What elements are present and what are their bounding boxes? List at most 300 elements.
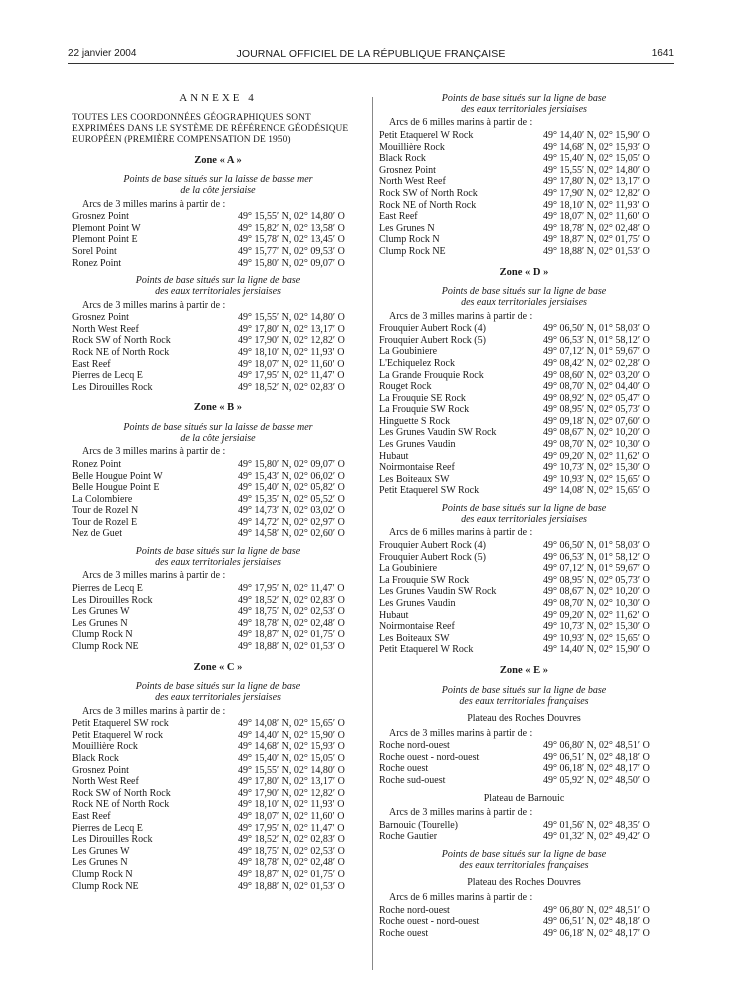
point-name: Mouillière Rock xyxy=(379,141,445,153)
coordinate-row xyxy=(72,799,364,811)
point-name: Rock SW of North Rock xyxy=(72,335,171,347)
coordinates: 49° 15,78′ N, 02° 13,45′ O xyxy=(238,234,345,246)
coordinates: 49° 08,42′ N, 02° 02,28′ O xyxy=(543,357,650,369)
point-name: Rock SW of North Rock xyxy=(379,187,478,199)
section-subtitle: Points de base situés sur la ligne de base des eaux territoriales jersiaises xyxy=(135,546,301,569)
page-header xyxy=(68,48,674,64)
zone-heading: Zone « E » xyxy=(499,664,549,676)
coordinate-row xyxy=(72,494,364,506)
point-name: Rock NE of North Rock xyxy=(72,799,170,811)
coordinate-row xyxy=(72,211,364,223)
point-name: Les Grunes N xyxy=(72,617,128,629)
point-name: Roche nord-ouest xyxy=(379,740,450,752)
coordinate-row xyxy=(72,811,364,823)
zone-heading: Zone « C » xyxy=(193,661,243,673)
coordinate-row xyxy=(72,776,364,788)
coordinate-row xyxy=(72,618,364,630)
point-name: Petit Etaquerel SW Rock xyxy=(379,485,480,497)
plateau-name: Plateau des Roches Douvres xyxy=(467,877,581,889)
coordinate-row xyxy=(72,753,364,765)
coordinates: 49° 15,82′ N, 02° 13,58′ O xyxy=(238,222,345,234)
coordinates: 49° 14,72′ N, 02° 02,97′ O xyxy=(238,516,345,528)
point-name: Les Boiteaux SW xyxy=(379,473,450,485)
coordinate-row xyxy=(379,381,669,393)
coordinate-row xyxy=(379,474,669,486)
coordinate-row xyxy=(379,610,669,622)
point-name: Clump Rock N xyxy=(72,868,133,880)
coordinate-row xyxy=(72,258,364,270)
point-name: Frouquier Aubert Rock (4) xyxy=(379,540,486,552)
point-name: Frouquier Aubert Rock (4) xyxy=(379,323,486,335)
coordinate-row xyxy=(379,246,669,258)
coordinates: 49° 08,70′ N, 02° 04,40′ O xyxy=(543,381,650,393)
point-name: Roche ouest xyxy=(379,927,429,939)
point-name: Hubaut xyxy=(379,450,409,462)
coordinate-row xyxy=(379,223,669,235)
coordinates: 49° 05,92′ N, 02° 48,50′ O xyxy=(543,774,650,786)
coordinates: 49° 18,52′ N, 02° 02,83′ O xyxy=(238,834,345,846)
coordinates: 49° 14,08′ N, 02° 15,65′ O xyxy=(543,485,650,497)
coordinates: 49° 14,68′ N, 02° 15,93′ O xyxy=(238,741,345,753)
coordinates: 49° 07,12′ N, 01° 59,67′ O xyxy=(543,346,650,358)
point-name: Pierres de Lecq E xyxy=(72,822,143,834)
coordinate-row xyxy=(379,916,669,928)
coordinate-row xyxy=(72,765,364,777)
coordinates: 49° 08,95′ N, 02° 05,73′ O xyxy=(543,404,650,416)
section-subtitle: Points de base situés sur la ligne de base des eaux territoriales jersiaises xyxy=(441,503,607,526)
arcs-label: Arcs de 3 milles marins à partir de : xyxy=(389,807,533,819)
arcs-label: Arcs de 6 milles marins à partir de : xyxy=(389,527,533,539)
coordinates: 49° 08,70′ N, 02° 10,30′ O xyxy=(543,598,650,609)
coordinate-row xyxy=(72,234,364,246)
coordinates: 49° 14,40′ N, 02° 15,90′ O xyxy=(543,130,650,141)
coordinate-row xyxy=(72,823,364,835)
point-name: Belle Hougue Point W xyxy=(72,470,163,482)
coordinate-row xyxy=(379,831,669,843)
point-name: Tour de Rozel E xyxy=(72,516,138,528)
coordinates: 49° 14,73′ N, 02° 03,02′ O xyxy=(238,505,345,517)
coordinates: 49° 10,93′ N, 02° 15,65′ O xyxy=(543,473,650,485)
point-name: Grosnez Point xyxy=(72,211,129,223)
baseline-section xyxy=(72,275,364,393)
point-name: Rock NE of North Rock xyxy=(72,346,170,358)
coordinate-row xyxy=(379,404,669,416)
coordinate-row xyxy=(72,312,364,324)
coordinate-row xyxy=(72,223,364,235)
coordinates: 49° 17,95′ N, 02° 11,47′ O xyxy=(238,822,345,834)
coordinate-row xyxy=(379,176,669,188)
coordinate-row xyxy=(72,370,364,382)
coordinate-row xyxy=(72,881,364,893)
baseline-section xyxy=(379,849,669,939)
baseline-section xyxy=(379,665,669,787)
coordinate-row xyxy=(72,459,364,471)
point-name: North West Reef xyxy=(379,176,446,188)
coordinate-row xyxy=(72,595,364,607)
coordinates: 49° 09,20′ N, 02° 11,62′ O xyxy=(543,450,650,462)
baseline-section xyxy=(72,155,364,270)
point-name: L'Echiquelez Rock xyxy=(379,357,455,369)
coordinate-row xyxy=(72,517,364,529)
coordinates: 49° 18,10′ N, 02° 11,93′ O xyxy=(543,199,650,211)
coordinates: 49° 17,80′ N, 02° 13,17′ O xyxy=(238,776,345,788)
coordinates: 49° 14,58′ N, 02° 02,60′ O xyxy=(238,528,345,540)
coordinate-row xyxy=(379,211,669,223)
arcs-label: Arcs de 3 milles marins à partir de : xyxy=(389,727,533,739)
point-name: Ronez Point xyxy=(72,458,122,470)
coordinate-row xyxy=(379,142,669,154)
coordinates: 49° 14,68′ N, 02° 15,93′ O xyxy=(543,141,650,153)
coordinate-row xyxy=(379,586,669,598)
point-name: Plemont Point E xyxy=(72,234,138,246)
coordinates: 49° 06,80′ N, 02° 48,51′ O xyxy=(543,904,650,916)
coordinate-row xyxy=(72,629,364,641)
left-column xyxy=(72,93,364,898)
coordinates: 49° 18,52′ N, 02° 02,83′ O xyxy=(238,381,345,393)
coordinate-row xyxy=(379,905,669,917)
coordinates: 49° 18,88′ N, 02° 01,53′ O xyxy=(238,641,345,653)
point-name: Roche ouest - nord-ouest xyxy=(379,751,480,763)
point-name: Les Dirouilles Rock xyxy=(72,594,153,606)
coordinates: 49° 10,73′ N, 02° 15,30′ O xyxy=(543,621,650,633)
coordinates: 49° 17,80′ N, 02° 13,17′ O xyxy=(543,176,650,188)
journal-title: JOURNAL OFFICIEL DE LA RÉPUBLIQUE FRANÇAISE xyxy=(236,48,506,60)
coordinate-row xyxy=(379,563,669,575)
coordinate-row xyxy=(72,347,364,359)
coordinates: 49° 09,18′ N, 02° 07,60′ O xyxy=(543,415,650,427)
point-name: East Reef xyxy=(379,211,418,223)
baseline-section xyxy=(379,93,669,258)
point-name: Pierres de Lecq E xyxy=(72,583,143,595)
coordinate-row xyxy=(72,834,364,846)
coordinate-row xyxy=(379,335,669,347)
coordinates: 49° 18,87′ N, 02° 01,75′ O xyxy=(543,234,650,246)
point-name: Les Grunes W xyxy=(72,606,130,618)
coordinates: 49° 08,60′ N, 02° 03,20′ O xyxy=(543,369,650,381)
coordinates: 49° 06,18′ N, 02° 48,17′ O xyxy=(543,763,650,775)
point-name: Rock SW of North Rock xyxy=(72,787,171,799)
coordinates: 49° 08,67′ N, 02° 10,20′ O xyxy=(543,427,650,439)
coordinates: 49° 08,67′ N, 02° 10,20′ O xyxy=(543,586,650,598)
coordinates: 49° 17,90′ N, 02° 12,82′ O xyxy=(543,187,650,199)
point-name: Belle Hougue Point E xyxy=(72,482,160,494)
annex-title: ANNEXE 4 xyxy=(179,92,257,104)
coordinates: 49° 18,10′ N, 02° 11,93′ O xyxy=(238,346,345,358)
section-subtitle: Points de base situés sur la ligne de base des eaux territoriales jersiaises xyxy=(441,286,607,309)
coordinate-row xyxy=(379,130,669,142)
point-name: La Frouquie SW Rock xyxy=(379,404,470,416)
coordinates: 49° 18,87′ N, 02° 01,75′ O xyxy=(238,868,345,880)
point-name: La Frouquie SE Rock xyxy=(379,392,466,404)
header-rule xyxy=(68,63,674,64)
coordinates: 49° 15,40′ N, 02° 15,05′ O xyxy=(238,753,345,764)
section-subtitle: Points de base situés sur la laisse de basse mer de la côte jersiaise xyxy=(123,174,313,197)
coordinate-row xyxy=(379,153,669,165)
coordinates: 49° 18,07′ N, 02° 11,60′ O xyxy=(238,810,345,822)
point-name: Plemont Point W xyxy=(72,222,141,234)
arcs-label: Arcs de 3 milles marins à partir de : xyxy=(389,310,533,322)
coordinate-row xyxy=(379,370,669,382)
coordinate-row xyxy=(379,485,669,497)
coordinates: 49° 06,18′ N, 02° 48,17′ O xyxy=(543,927,650,939)
coordinates: 49° 17,90′ N, 02° 12,82′ O xyxy=(238,335,345,347)
coordinates: 49° 15,55′ N, 02° 14,80′ O xyxy=(543,164,650,176)
coordinate-row xyxy=(379,540,669,552)
coordinates: 49° 15,43′ N, 02° 06,02′ O xyxy=(238,470,345,482)
coordinates: 49° 06,80′ N, 02° 48,51′ O xyxy=(543,740,650,752)
point-name: Clump Rock NE xyxy=(72,880,139,892)
point-name: Nez de Guet xyxy=(72,528,122,540)
coordinate-row xyxy=(379,928,669,940)
coordinate-row xyxy=(379,200,669,212)
coordinates: 49° 10,73′ N, 02° 15,30′ O xyxy=(543,462,650,474)
baseline-section xyxy=(72,402,364,540)
arcs-label: Arcs de 3 milles marins à partir de : xyxy=(82,198,226,210)
coordinate-row xyxy=(72,730,364,742)
point-name: Pierres de Lecq E xyxy=(72,370,143,382)
point-name: Clump Rock NE xyxy=(72,641,139,653)
baseline-section xyxy=(379,503,669,656)
point-name: Roche ouest - nord-ouest xyxy=(379,916,480,928)
coordinate-row xyxy=(72,583,364,595)
arcs-label: Arcs de 3 milles marins à partir de : xyxy=(82,446,226,458)
point-name: Les Grunes N xyxy=(72,857,128,869)
coordinate-row xyxy=(72,505,364,517)
point-name: Frouquier Aubert Rock (5) xyxy=(379,334,486,346)
point-name: Les Grunes Vaudin SW Rock xyxy=(379,586,497,598)
coordinates: 49° 06,50′ N, 01° 58,03′ O xyxy=(543,540,650,552)
coordinate-row xyxy=(72,857,364,869)
point-name: La Goubiniere xyxy=(379,346,438,358)
coordinates: 49° 15,35′ N, 02° 05,52′ O xyxy=(238,493,345,505)
coordinates: 49° 15,80′ N, 02° 09,07′ O xyxy=(238,257,345,269)
section-subtitle: Points de base situés sur la ligne de base des eaux territoriales jersiaises xyxy=(135,275,301,298)
coordinate-row xyxy=(379,752,669,764)
coordinates: 49° 09,20′ N, 02° 11,62′ O xyxy=(543,609,650,621)
coordinates: 49° 17,80′ N, 02° 13,17′ O xyxy=(238,323,345,335)
zone-heading: Zone « B » xyxy=(193,402,243,414)
point-name: Roche ouest xyxy=(379,763,429,775)
coordinates: 49° 01,32′ N, 02° 49,42′ O xyxy=(543,831,650,843)
coordinates: 49° 06,53′ N, 01° 58,12′ O xyxy=(543,551,650,563)
coordinates: 49° 18,88′ N, 02° 01,53′ O xyxy=(543,245,650,257)
coordinate-row xyxy=(72,606,364,618)
baseline-section xyxy=(379,267,669,498)
coordinate-row xyxy=(379,323,669,335)
coordinate-row xyxy=(72,718,364,730)
coordinate-row xyxy=(72,335,364,347)
point-name: Roche Gautier xyxy=(379,831,438,843)
arcs-label: Arcs de 3 milles marins à partir de : xyxy=(82,570,226,582)
coordinates: 49° 18,78′ N, 02° 02,48′ O xyxy=(238,857,345,869)
coordinates: 49° 15,55′ N, 02° 14,80′ O xyxy=(238,764,345,776)
point-name: Rouget Rock xyxy=(379,381,432,393)
coordinate-row xyxy=(379,188,669,200)
coordinate-row xyxy=(379,439,669,451)
point-name: Les Grunes Vaudin xyxy=(379,598,456,609)
point-name: Les Grunes W xyxy=(72,845,130,857)
point-name: Clump Rock NE xyxy=(379,245,446,257)
coordinates: 49° 18,07′ N, 02° 11,60′ O xyxy=(238,358,345,370)
coordinates: 49° 06,53′ N, 01° 58,12′ O xyxy=(543,334,650,346)
coordinates: 49° 08,92′ N, 02° 05,47′ O xyxy=(543,392,650,404)
section-subtitle: Points de base situés sur la ligne de base des eaux territoriales françaises xyxy=(441,684,607,707)
section-subtitle: Points de base situés sur la ligne de base des eaux territoriales françaises xyxy=(441,848,607,872)
right-column xyxy=(379,93,669,945)
coordinates: 49° 14,08′ N, 02° 15,65′ O xyxy=(238,718,345,730)
baseline-section xyxy=(72,546,364,653)
coordinate-row xyxy=(72,741,364,753)
coordinates: 49° 14,40′ N, 02° 15,90′ O xyxy=(543,644,650,656)
zone-heading: Zone « D » xyxy=(499,266,549,278)
point-name: La Frouquie SW Rock xyxy=(379,574,470,586)
coordinate-row xyxy=(379,633,669,645)
coordinate-row xyxy=(379,451,669,463)
point-name: East Reef xyxy=(72,358,111,370)
arcs-label: Arcs de 6 milles marins à partir de : xyxy=(389,891,533,903)
coordinate-row xyxy=(379,416,669,428)
coordinates: 49° 15,80′ N, 02° 09,07′ O xyxy=(238,458,345,470)
coordinates: 49° 06,50′ N, 01° 58,03′ O xyxy=(543,323,650,335)
point-name: La Grande Frouquie Rock xyxy=(379,369,484,381)
coordinate-row xyxy=(72,846,364,858)
arcs-label: Arcs de 3 milles marins à partir de : xyxy=(82,299,226,311)
section-subtitle: Points de base situés sur la ligne de base des eaux territoriales jersiaises xyxy=(441,93,607,116)
point-name: Barnouic (Tourelle) xyxy=(379,819,458,831)
point-name: North West Reef xyxy=(72,323,139,335)
coordinates: 49° 18,88′ N, 02° 01,53′ O xyxy=(238,880,345,892)
coordinate-row xyxy=(72,641,364,653)
coordinates: 49° 18,78′ N, 02° 02,48′ O xyxy=(543,222,650,234)
point-name: Rock NE of North Rock xyxy=(379,199,477,211)
zone-heading: Zone « A » xyxy=(194,154,242,166)
point-name: Petit Etaquerel W Rock xyxy=(379,644,474,656)
point-name: La Goubiniere xyxy=(379,563,438,575)
coordinates: 49° 15,40′ N, 02° 15,05′ O xyxy=(543,153,650,165)
coordinate-row xyxy=(379,346,669,358)
coordinate-row xyxy=(379,740,669,752)
coordinate-row xyxy=(379,462,669,474)
point-name: Roche sud-ouest xyxy=(379,774,446,786)
section-subtitle: Points de base situés sur la laisse de basse mer de la côte jersiaise xyxy=(123,421,313,445)
coordinate-row xyxy=(379,621,669,633)
point-name: Les Grunes Vaudin xyxy=(379,439,456,451)
coordinates: 49° 18,52′ N, 02° 02,83′ O xyxy=(238,594,345,606)
coordinate-row xyxy=(379,165,669,177)
coordinate-row xyxy=(72,324,364,336)
coordinates: 49° 18,87′ N, 02° 01,75′ O xyxy=(238,629,345,641)
issue-date: 22 janvier 2004 xyxy=(68,48,137,59)
coordinate-row xyxy=(379,358,669,370)
point-name: Tour de Rozel N xyxy=(72,505,139,517)
point-name: La Colombiere xyxy=(72,493,133,505)
point-name: Petit Etaquerel W rock xyxy=(72,729,163,741)
point-name: Mouillière Rock xyxy=(72,741,138,753)
baseline-section xyxy=(72,662,364,893)
coordinates: 49° 15,55′ N, 02° 14,80′ O xyxy=(238,312,345,324)
point-name: Roche nord-ouest xyxy=(379,904,450,916)
coordinate-row xyxy=(379,775,669,787)
point-name: Black Rock xyxy=(72,753,119,764)
point-name: Petit Etaquerel W Rock xyxy=(379,130,474,141)
coordinate-row xyxy=(379,552,669,564)
point-name: North West Reef xyxy=(72,776,139,788)
coordinates: 49° 15,77′ N, 02° 09,53′ O xyxy=(238,245,345,257)
coordinate-system-note: TOUTES LES COORDONNÉES GÉOGRAPHIQUES SONT EXPRIMÉES DANS LE SYSTÈME DE RÉFÉRENCE GÉODÉSIQUE EUROPÉEN (PREMIÈRE COMPENSATION DE 1950) xyxy=(72,112,349,145)
coordinate-row xyxy=(72,482,364,494)
arcs-label: Arcs de 3 milles marins à partir de : xyxy=(82,705,226,717)
point-name: Grosnez Point xyxy=(379,164,436,176)
point-name: Les Grunes Vaudin SW Rock xyxy=(379,427,497,439)
coordinates: 49° 17,90′ N, 02° 12,82′ O xyxy=(238,787,345,799)
coordinates: 49° 08,70′ N, 02° 10,30′ O xyxy=(543,439,650,451)
coordinate-row xyxy=(72,471,364,483)
point-name: Les Dirouilles Rock xyxy=(72,834,153,846)
point-name: Grosnez Point xyxy=(72,764,129,776)
coordinates: 49° 10,93′ N, 02° 15,65′ O xyxy=(543,632,650,644)
coordinate-row xyxy=(379,763,669,775)
coordinate-row xyxy=(379,234,669,246)
coordinates: 49° 18,07′ N, 02° 11,60′ O xyxy=(543,211,650,223)
coordinates: 49° 18,10′ N, 02° 11,93′ O xyxy=(238,799,345,811)
coordinate-row xyxy=(72,788,364,800)
plateau-name: Plateau de Barnouic xyxy=(483,792,565,804)
coordinate-row xyxy=(379,427,669,439)
baseline-section xyxy=(379,793,669,843)
plateau-name: Plateau des Roches Douvres xyxy=(467,712,581,724)
coordinate-row xyxy=(379,820,669,832)
point-name: Hinguette S Rock xyxy=(379,415,451,427)
point-name: Grosnez Point xyxy=(72,312,129,324)
page-number: 1641 xyxy=(651,48,674,59)
point-name: Noirmontaise Reef xyxy=(379,621,455,633)
coordinate-row xyxy=(72,528,364,540)
coordinate-row xyxy=(379,598,669,610)
point-name: Les Dirouilles Rock xyxy=(72,381,153,393)
coordinate-row xyxy=(72,869,364,881)
column-divider xyxy=(372,97,373,970)
coordinates: 49° 01,56′ N, 02° 48,35′ O xyxy=(543,819,650,831)
point-name: Ronez Point xyxy=(72,257,122,269)
point-name: Hubaut xyxy=(379,609,409,621)
section-subtitle: Points de base situés sur la ligne de base des eaux territoriales jersiaises xyxy=(135,681,301,704)
point-name: Clump Rock N xyxy=(72,629,133,641)
coordinates: 49° 07,12′ N, 01° 59,67′ O xyxy=(543,563,650,575)
coordinate-row xyxy=(379,644,669,656)
point-name: East Reef xyxy=(72,810,111,822)
coordinates: 49° 18,78′ N, 02° 02,48′ O xyxy=(238,617,345,629)
arcs-label: Arcs de 6 milles marins à partir de : xyxy=(389,117,533,129)
coordinate-row xyxy=(72,246,364,258)
coordinates: 49° 17,95′ N, 02° 11,47′ O xyxy=(238,370,345,382)
point-name: Petit Etaquerel SW rock xyxy=(72,718,169,730)
point-name: Sorel Point xyxy=(72,245,117,257)
coordinate-row xyxy=(379,575,669,587)
coordinate-row xyxy=(72,359,364,371)
coordinates: 49° 18,75′ N, 02° 02,53′ O xyxy=(238,606,345,618)
point-name: Noirmontaise Reef xyxy=(379,462,455,474)
coordinates: 49° 18,75′ N, 02° 02,53′ O xyxy=(238,845,345,857)
coordinate-row xyxy=(72,382,364,394)
point-name: Frouquier Aubert Rock (5) xyxy=(379,551,486,563)
coordinates: 49° 06,51′ N, 02° 48,18′ O xyxy=(543,916,650,928)
coordinates: 49° 08,95′ N, 02° 05,73′ O xyxy=(543,574,650,586)
point-name: Les Boiteaux SW xyxy=(379,632,450,644)
point-name: Black Rock xyxy=(379,153,426,165)
coordinates: 49° 15,40′ N, 02° 05,82′ O xyxy=(238,482,345,494)
point-name: Clump Rock N xyxy=(379,234,440,246)
coordinates: 49° 17,95′ N, 02° 11,47′ O xyxy=(238,583,345,595)
